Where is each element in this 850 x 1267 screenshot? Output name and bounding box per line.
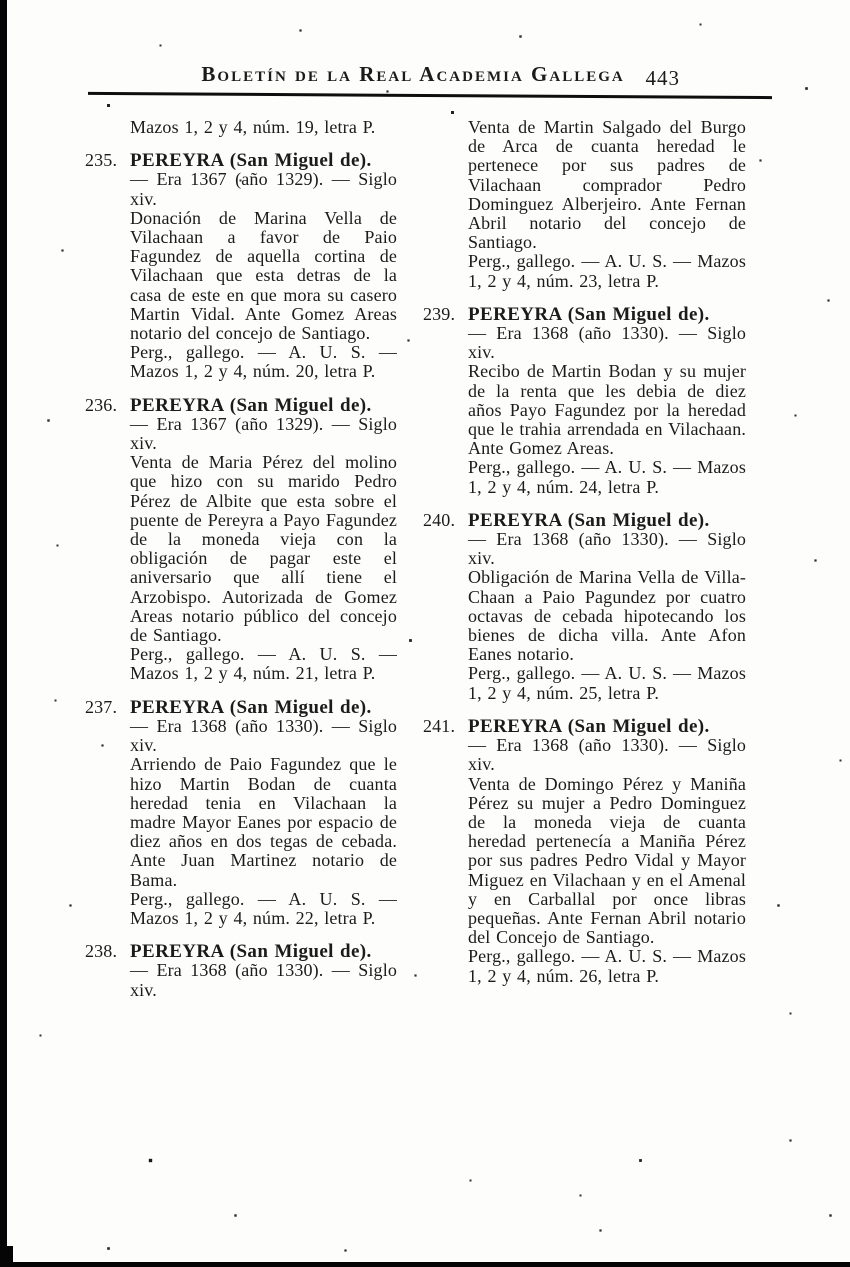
scan-noise <box>0 0 1 1</box>
entry-description: Venta de Maria Pérez del molino que hizo con su marido Pedro Pérez de Albite que esta sobre el puente de Pereyra a Payo Fagundez de la moneda vieja con la obligación de pagar este el aniversario que allí tiene el Arzobispo. Autorizada de Gomez Areas notario público del concejo de Santiago. <box>130 452 397 646</box>
catalog-entry-235 <box>85 150 397 382</box>
entry-title: PEREYRA (San Miguel de). <box>130 150 372 172</box>
entry-description: Donación de Marina Vella de Vilachaan a favor de Paio Fagundez de aquella cortina de Vilachaan que esta detras de la casa de este en que mora su casero Martin Vidal. Ante Gomez Areas notario del concejo de Santiago. <box>130 207 397 344</box>
entry-title: PEREYRA (San Miguel de). <box>130 941 372 963</box>
catalog-entry-238 <box>85 941 397 1000</box>
entry-title: PEREYRA (San Miguel de). <box>130 696 372 718</box>
page-header <box>88 62 772 92</box>
catalog-entry-240 <box>423 509 746 703</box>
page-number: 443 <box>645 66 680 90</box>
entry-era-line: — Era 1368 (año 1330). — Siglo xiv. <box>468 735 746 775</box>
left-column <box>85 118 397 1000</box>
entry-description: Arriendo de Paio Fagundez que le hizo Martin Bodan de cuanta heredad tenia en Vilachaan la madre Mayor Eanes por espacio de diez años en dos tegas de cebada. Ante Juan Martinez notario de Bama. <box>130 754 397 890</box>
entry-reference: Perg., gallego. — A. U. S. — Mazos 1, 2 y 4, núm. 20, letra P. <box>130 342 397 382</box>
entry-number: 240. <box>423 509 456 530</box>
entry-continuation: Venta de Martin Salgado del Burgo de Arca de cuanta heredad le pertenece por sus padres de Vilachaan comprador Pedro Dominguez Alberjeiro. Ante Fernan Abril notario del concejo de Santiago. <box>468 117 746 253</box>
entry-reference: Perg., gallego. — A. U. S. — Mazos 1, 2 y 4, núm. 24, letra P. <box>468 457 746 497</box>
entry-number: 241. <box>423 715 456 736</box>
entry-reference: Perg., gallego. — A. U. S. — Mazos 1, 2 y 4, núm. 25, letra P. <box>468 663 746 703</box>
catalog-entry-237 <box>85 696 397 928</box>
catalog-entry-236 <box>85 394 397 684</box>
entry-title: PEREYRA (San Miguel de). <box>468 715 710 737</box>
entry-era-line: — Era 1368 (año 1330). — Siglo xiv. <box>130 715 397 756</box>
scan-edge-left <box>0 0 7 1252</box>
entry-description: Obligación de Marina Vella de Villa-Chaan a Paio Pagundez por cuatro octavas de cebada hipotecando los bienes de dicha villa. Ante Afon Eanes notario. <box>468 567 746 665</box>
entry-number: 235. <box>85 150 118 171</box>
entry-era-line: — Era 1368 (año 1330). — Siglo xiv. <box>468 529 746 569</box>
entry-number: 237. <box>85 696 118 717</box>
entry-reference: Perg., gallego. — A. U. S. — Mazos 1, 2 y 4, núm. 22, letra P. <box>130 888 397 928</box>
scan-edge-bottom <box>0 1262 850 1267</box>
entry-title: PEREYRA (San Miguel de). <box>468 303 710 325</box>
entry-description: Recibo de Martin Bodan y su mujer de la renta que les debia de diez años Payo Fagundez por la heredad que le trahia arrendada en Vilachaan. Ante Gomez Areas. <box>468 361 746 459</box>
journal-title: Boletín de la Real Academia Gallega <box>201 62 625 86</box>
entry-era-line: — Era 1367 (año 1329). — Siglo xiv. <box>130 413 397 454</box>
entry-era-line: — Era 1368 (año 1330). — Siglo xiv. <box>130 960 397 1000</box>
entry-number: 238. <box>85 941 118 962</box>
entry-reference: Perg., gallego. — A. U. S. — Mazos 1, 2 y 4, núm. 26, letra P. <box>468 946 746 986</box>
entry-number: 239. <box>423 303 456 324</box>
entry-reference: Perg., gallego. — A. U. S. — Mazos 1, 2 y 4, núm. 21, letra P. <box>130 644 397 684</box>
text-columns <box>85 118 746 1000</box>
entry-continuation-reference: Perg., gallego. — A. U. S. — Mazos 1, 2 y 4, núm. 23, letra P. <box>468 251 746 291</box>
entry-number: 236. <box>85 394 118 415</box>
catalog-entry-241 <box>423 715 746 986</box>
catalog-entry-239 <box>423 303 746 497</box>
entry-description: Venta de Domingo Pérez y Maniña Pérez su mujer a Pedro Dominguez de la moneda vieja de cuanta heredad pertenecía a Maniña Pérez por sus padres Pedro Vidal y Mayor Miguez en Vilachaan y en el Amenal y en Carballal por once libras pequeñas. Ante Fernan Abril notario del Concejo de Santiago. <box>468 773 746 948</box>
entry-title: PEREYRA (San Miguel de). <box>468 509 710 531</box>
entry-continuation: Mazos 1, 2 y 4, núm. 19, letra P. <box>130 117 376 137</box>
entry-era-line: — Era 1368 (año 1330). — Siglo xiv. <box>468 323 746 363</box>
entry-title: PEREYRA (San Miguel de). <box>130 394 372 416</box>
right-column <box>423 118 746 1000</box>
header-rule <box>88 92 772 99</box>
entry-era-line: — Era 1367 (año 1329). — Siglo xiv. <box>130 169 397 209</box>
